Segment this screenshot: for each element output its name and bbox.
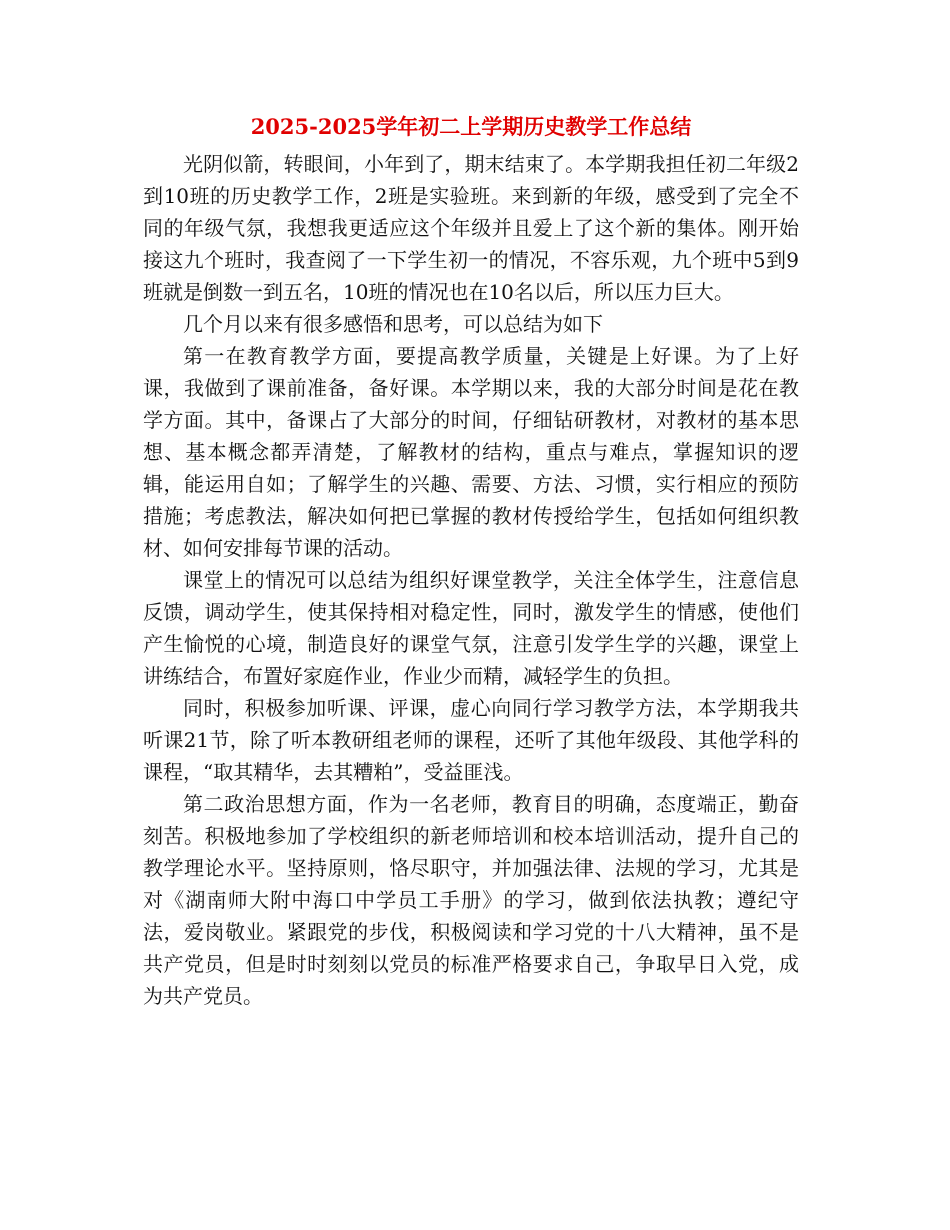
paragraph-political: 第二政治思想方面，作为一名老师，教育目的明确，态度端正，勤奋刻苦。积极地参加了学校组织的新老师培训和校本培训活动，提升自己的教学理论水平。坚持原则，恪尽职守，并加强法律、法规的学习，尤其是对《湖南师大附中海口中学员工手册》的学习，做到依法执教；遵纪守法，爱岗敬业。紧跟党的步伐，积极阅读和学习党的十八大精神，虽不是共产党员，但是时时刻刻以党员的标准严格要求自己，争取早日入党，成为共产党员。: [143, 792, 799, 1008]
paragraph-intro: 光阴似箭，转眼间，小年到了，期末结束了。本学期我担任初二年级2到10班的历史教学工作，2班是实验班。来到新的年级，感受到了完全不同的年级气氛，我想我更适应这个年级并且爱上了这个新的集体。刚开始接这九个班时，我查阅了一下学生初一的情况，不容乐观，九个班中5到9班就是倒数一到五名，10班的情况也在10名以后，所以压力巨大。: [143, 152, 799, 304]
paragraph-teaching: 第一在教育教学方面，要提高教学质量，关键是上好课。为了上好课，我做到了课前准备，备好课。本学期以来，我的大部分时间是花在教学方面。其中，备课占了大部分的时间，仔细钻研教材，对教材的基本思想、基本概念都弄清楚，了解教材的结构，重点与难点，掌握知识的逻辑，能运用自如；了解学生的兴趣、需要、方法、习惯，实行相应的预防措施；考虑教法，解决如何把已掌握的教材传授给学生，包括如何组织教材、如何安排每节课的活动。: [143, 344, 799, 560]
paragraph-lesson-observation: 同时，积极参加听课、评课，虚心向同行学习教学方法，本学期我共听课21节，除了听本教研组老师的课程，还听了其他年级段、其他学科的课程，“取其精华，去其糟粕”，受益匪浅。: [143, 696, 799, 784]
paragraph-classroom: 课堂上的情况可以总结为组织好课堂教学，关注全体学生，注意信息反馈，调动学生，使其保持相对稳定性，同时，激发学生的情感，使他们产生愉悦的心境，制造良好的课堂气氛，注意引发学生学的兴趣，课堂上讲练结合，布置好家庭作业，作业少而精，减轻学生的负担。: [143, 568, 799, 688]
paragraph-summary-lead: 几个月以来有很多感悟和思考，可以总结为如下: [183, 312, 603, 336]
document-page: [143, 112, 799, 1012]
document-title: 2025-2025学年初二上学期历史教学工作总结: [250, 114, 692, 139]
